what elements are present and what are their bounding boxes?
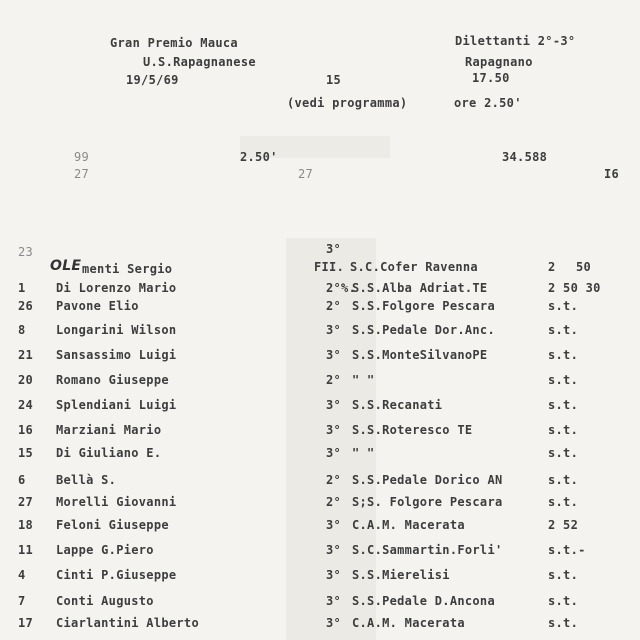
rider-club: S.S.Roteresco TE bbox=[352, 423, 473, 437]
first-row-number: 23 bbox=[18, 245, 34, 259]
rider-name: Di Giuliano E. bbox=[56, 446, 162, 460]
list-item bbox=[0, 348, 640, 366]
rider-number: 15 bbox=[18, 446, 34, 460]
first-row-points: 2 bbox=[548, 260, 556, 274]
list-item bbox=[0, 398, 640, 416]
rider-club: S.S.Recanati bbox=[352, 398, 443, 412]
finish-time: ore 2.50' bbox=[454, 96, 522, 110]
race-place: Rapagnano bbox=[465, 55, 533, 69]
rider-result: s.t. bbox=[548, 495, 579, 509]
rider-name: Feloni Giuseppe bbox=[56, 518, 169, 532]
race-number: 15 bbox=[326, 73, 342, 87]
rider-result: s.t.- bbox=[548, 543, 586, 557]
rider-category: 3° bbox=[326, 616, 342, 630]
rider-name: Longarini Wilson bbox=[56, 323, 177, 337]
rider-result: s.t. bbox=[548, 323, 579, 337]
race-name: Gran Premio Mauca bbox=[110, 36, 238, 50]
rider-number: 1 bbox=[18, 281, 26, 295]
rider-club: C.A.M. Macerata bbox=[352, 616, 465, 630]
first-row-name: menti Sergio bbox=[82, 262, 173, 276]
rider-category: 3° bbox=[326, 446, 342, 460]
rider-club: C.A.M. Macerata bbox=[352, 518, 465, 532]
rider-number: 11 bbox=[18, 543, 34, 557]
list-item bbox=[0, 473, 640, 491]
rider-result: s.t. bbox=[548, 616, 579, 630]
rider-name: Ciarlantini Alberto bbox=[56, 616, 199, 630]
rider-number: 24 bbox=[18, 398, 34, 412]
rider-number: 21 bbox=[18, 348, 34, 362]
list-item bbox=[0, 594, 640, 612]
rider-name: Pavone Elio bbox=[56, 299, 139, 313]
list-item bbox=[0, 281, 640, 299]
rider-name: Di Lorenzo Mario bbox=[56, 281, 177, 295]
list-item bbox=[0, 518, 640, 536]
rider-category: 3° bbox=[326, 543, 342, 557]
list-item bbox=[0, 373, 640, 391]
rider-category: 3° bbox=[326, 398, 342, 412]
rider-name: Sansassimo Luigi bbox=[56, 348, 177, 362]
first-row-club: S.C.Cofer Ravenna bbox=[350, 260, 478, 274]
rider-category: 2° bbox=[326, 299, 342, 313]
rider-club: S.S.Mierelisi bbox=[352, 568, 450, 582]
rider-club: S.S.Folgore Pescara bbox=[352, 299, 495, 313]
program-note: (vedi programma) bbox=[287, 96, 408, 110]
rider-result: s.t. bbox=[548, 473, 579, 487]
rider-number: 27 bbox=[18, 495, 34, 509]
rider-number: 20 bbox=[18, 373, 34, 387]
start-time: 17.50 bbox=[472, 71, 510, 85]
rider-club: S.C.Sammartin.Forli' bbox=[352, 543, 503, 557]
list-item bbox=[0, 495, 640, 513]
stat-speed: 34.588 bbox=[502, 150, 548, 164]
rider-result: s.t. bbox=[548, 373, 579, 387]
list-item bbox=[0, 616, 640, 634]
rider-category: 2°%. bbox=[326, 281, 357, 295]
stat-time: 2.50' bbox=[240, 150, 278, 164]
rider-number: 18 bbox=[18, 518, 34, 532]
rider-name: Lappe G.Piero bbox=[56, 543, 154, 557]
rider-result: 2 52 bbox=[548, 518, 579, 532]
stat-left-top: 99 bbox=[74, 150, 90, 164]
rider-category: 3° bbox=[326, 423, 342, 437]
rider-number: 4 bbox=[18, 568, 26, 582]
first-row-category-top: 3° bbox=[326, 242, 342, 256]
list-item bbox=[0, 323, 640, 341]
rider-club: S.S.Alba Adriat.TE bbox=[352, 281, 488, 295]
rider-result: 2 50 30 bbox=[548, 281, 601, 295]
rider-result: s.t. bbox=[548, 568, 579, 582]
rider-name: Splendiani Luigi bbox=[56, 398, 177, 412]
rider-name: Romano Giuseppe bbox=[56, 373, 169, 387]
first-row-time: 50 bbox=[576, 260, 592, 274]
rider-name: Bellà S. bbox=[56, 473, 117, 487]
first-row-category: FII. bbox=[314, 260, 345, 274]
rider-number: 6 bbox=[18, 473, 26, 487]
list-item bbox=[0, 446, 640, 464]
rider-number: 7 bbox=[18, 594, 26, 608]
stat-center: 27 bbox=[298, 167, 314, 181]
rider-club: S.S.MonteSilvanoPE bbox=[352, 348, 488, 362]
rider-result: s.t. bbox=[548, 446, 579, 460]
rider-category: 2° bbox=[326, 373, 342, 387]
rider-result: s.t. bbox=[548, 423, 579, 437]
rider-number: 8 bbox=[18, 323, 26, 337]
rider-result: s.t. bbox=[548, 594, 579, 608]
rider-category: 3° bbox=[326, 348, 342, 362]
list-item bbox=[0, 423, 640, 441]
rider-result: s.t. bbox=[548, 398, 579, 412]
list-item bbox=[0, 568, 640, 586]
list-item bbox=[0, 299, 640, 317]
list-item bbox=[0, 543, 640, 561]
race-category: Dilettanti 2°-3° bbox=[455, 34, 576, 48]
rider-name: Morelli Giovanni bbox=[56, 495, 177, 509]
rider-number: 16 bbox=[18, 423, 34, 437]
organizer: U.S.Rapagnanese bbox=[143, 55, 256, 69]
rider-result: s.t. bbox=[548, 348, 579, 362]
rider-result: s.t. bbox=[548, 299, 579, 313]
rider-name: Conti Augusto bbox=[56, 594, 154, 608]
rider-name: Cinti P.Giuseppe bbox=[56, 568, 177, 582]
rider-name: Marziani Mario bbox=[56, 423, 162, 437]
race-date: 19/5/69 bbox=[126, 73, 179, 87]
rider-club: " " bbox=[352, 446, 375, 460]
rider-category: 2° bbox=[326, 473, 342, 487]
first-row-handwritten: OLE bbox=[50, 258, 82, 274]
rider-category: 3° bbox=[326, 323, 342, 337]
rider-category: 3° bbox=[326, 594, 342, 608]
rider-club: " " bbox=[352, 373, 375, 387]
rider-club: S.S.Pedale Dorico AN bbox=[352, 473, 503, 487]
rider-club: S.S.Pedale D.Ancona bbox=[352, 594, 495, 608]
rider-club: S;S. Folgore Pescara bbox=[352, 495, 503, 509]
stat-left-bottom: 27 bbox=[74, 167, 90, 181]
stat-right: I6 bbox=[604, 167, 620, 181]
rider-club: S.S.Pedale Dor.Anc. bbox=[352, 323, 495, 337]
rider-category: 3° bbox=[326, 518, 342, 532]
rider-number: 26 bbox=[18, 299, 34, 313]
rider-category: 3° bbox=[326, 568, 342, 582]
rider-number: 17 bbox=[18, 616, 34, 630]
rider-category: 2° bbox=[326, 495, 342, 509]
